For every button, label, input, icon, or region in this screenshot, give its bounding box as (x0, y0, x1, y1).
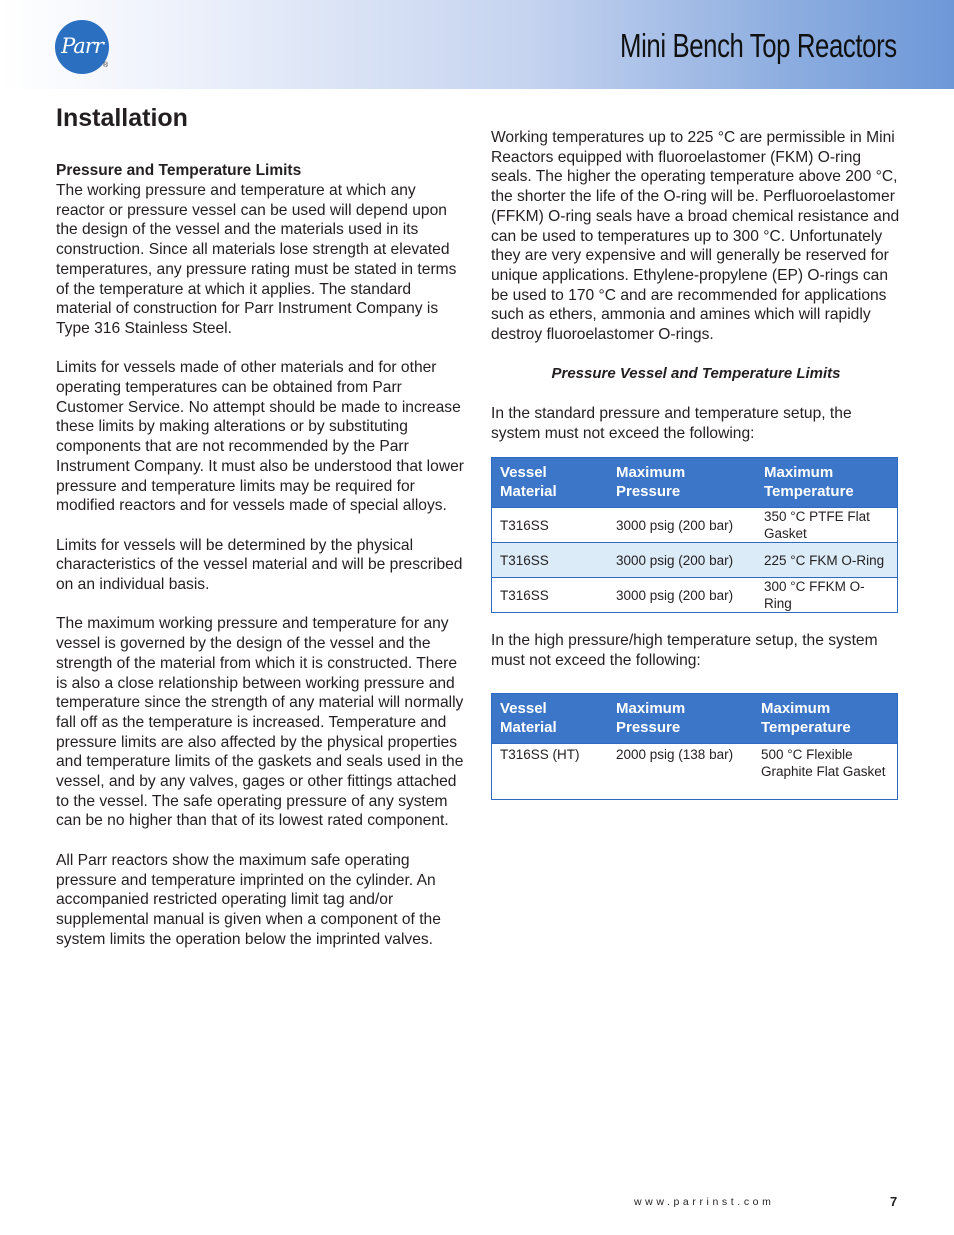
cell-material: T316SS (492, 578, 609, 613)
page-title: Mini Bench Top Reactors (620, 27, 897, 64)
paragraph-1: The working pressure and temperature at which any reactor or pressure vessel can be used will depend upon the design of the vessel and the materials used in its construction. Since all materials lose strength at elevated temperatures, any pressure rating must be stated in terms of the temperature at which it applies. The standard material of construction for Parr Instrument Company is Type 316 Stainless Steel. (56, 182, 457, 337)
intro-high-pressure: In the high pressure/high temperature setup, the system must not exceed the following: (491, 632, 878, 669)
cell-temperature: 500 °C Flexible Graphite Flat Gasket (753, 743, 898, 799)
header-max-temperature: Maximum Temperature (753, 693, 898, 743)
table-2 (491, 693, 898, 800)
cell-material: T316SS (HT) (492, 743, 609, 799)
logo-registered-mark: ® (103, 62, 109, 69)
cell-pressure: 3000 psig (200 bar) (608, 543, 756, 578)
intro-standard: In the standard pressure and temperature setup, the system must not exceed the following: (491, 404, 852, 442)
footer-url: www.parrinst.com (634, 1196, 775, 1208)
paragraph-2: Limits for vessels made of other materials and for other operating temperatures can be obtained from Parr Customer Service. No attempt should be made to increase these limits by making alterations or by substituting components that are not recommended by the Parr Instrument Company. It must also be understood that lower pressure and temperature limits may be required for modified reactors and for vessels made of special alloys. (56, 359, 464, 515)
cell-temperature: 225 °C FKM O-Ring (756, 543, 898, 578)
logo-text: Parr (61, 34, 103, 58)
paragraph-5: All Parr reactors show the maximum safe operating pressure and temperature imprinted on the cylinder. An accompanied restricted operating limit tag and/or supplemental manual is given when a component of the system limits the operation below the imprinted valves. (56, 851, 441, 948)
section-heading: Installation (56, 104, 188, 132)
cell-temperature: 300 °C FFKM O-Ring (756, 578, 898, 613)
paragraph-oring: Working temperatures up to 225 °C are permissible in Mini Reactors equipped with fluoroelastomer (FKM) O-ring seals. The higher the operating temperature above 200 °C, the shorter the life of the O-ring will be. Perfluoroelastomer (FFKM) O-ring seals have a broad chemical resistance and can be used to temperatures up to 300 °C. Unfortunately they are very expensive and will generally be reserved for unique applications. Ethylene-propylene (EP) O-rings can be used to 170 °C and are recommended for applications such as ethers, ammonia and amines which will rapidly destroy fluoroelastomer O-rings. (491, 129, 900, 344)
cell-pressure: 2000 psig (138 bar) (608, 743, 753, 799)
left-column (56, 104, 466, 949)
cell-temperature: 350 °C PTFE Flat Gasket (756, 508, 898, 543)
paragraph-3: Limits for vessels will be determined by the physical characteristics of the vessel material and will be prescribed on an individual basis. (56, 536, 463, 594)
header-vessel-material: Vessel Material (492, 458, 609, 508)
table-header (492, 693, 898, 743)
header-max-temperature: Maximum Temperature (756, 458, 898, 508)
table-row (492, 743, 898, 799)
paragraph-4: The maximum working pressure and temperature for any vessel is governed by the design of the vessel and the strength of the material from which it is constructed. There is also a close relationship between working pressure and temperature since the strength of any material will normally fall off as the temperature is increased. Temperature and pressure limits are also affected by the physical properties and temperature limits of the gaskets and seals used in the vessel, and by any valves, gages or other fittings attached to the vessel. The safe operating pressure of any system can be no higher than that of its lowest rated component. (56, 615, 464, 830)
cell-material: T316SS (492, 508, 609, 543)
subheading: Pressure and Temperature Limits (56, 162, 302, 179)
header-max-pressure: Maximum Pressure (608, 693, 753, 743)
table-row (492, 543, 898, 578)
header-max-pressure: Maximum Pressure (608, 458, 756, 508)
cell-pressure: 3000 psig (200 bar) (608, 578, 756, 613)
table-header (492, 458, 898, 508)
cell-pressure: 3000 psig (200 bar) (608, 508, 756, 543)
parr-logo (55, 20, 109, 74)
table-row (492, 508, 898, 543)
table-1 (491, 457, 898, 613)
table-row (492, 578, 898, 613)
page-number: 7 (890, 1194, 898, 1209)
table-caption: Pressure Vessel and Temperature Limits (551, 365, 841, 383)
cell-material: T316SS (492, 543, 609, 578)
right-column (491, 128, 901, 800)
header-vessel-material: Vessel Material (492, 693, 609, 743)
